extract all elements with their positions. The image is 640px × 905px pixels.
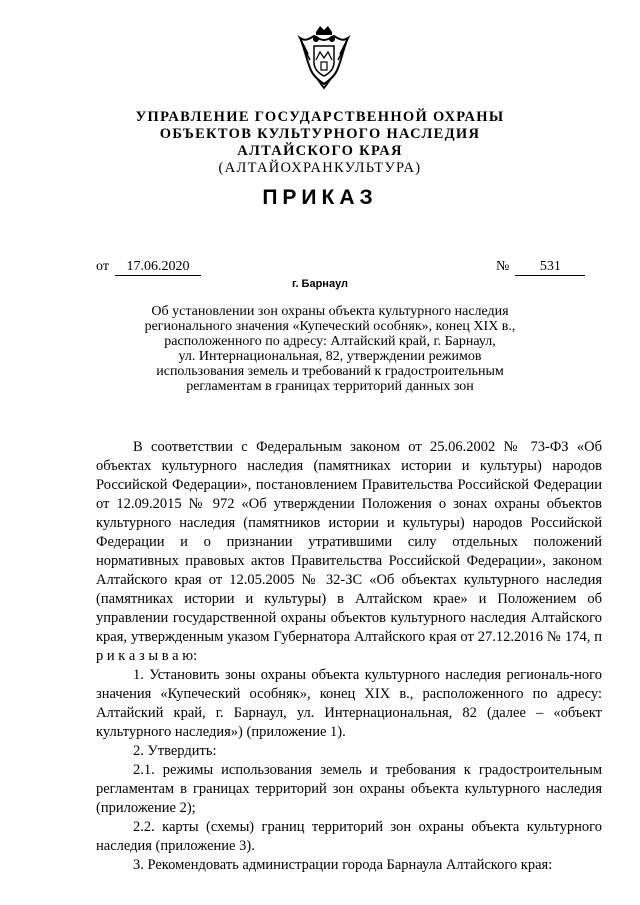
- document-number-line: [496, 259, 585, 276]
- agency-abbreviation: (АЛТАЙОХРАНКУЛЬТУРА): [218, 160, 422, 176]
- number-prefix: №: [496, 259, 510, 274]
- document-date: 17.06.2020: [115, 259, 201, 276]
- order-item-2-2: 2.2. карты (схемы) границ территорий зон охраны объекта культурного наследия (приложение 3).: [96, 819, 602, 854]
- preamble-paragraph: В соответствии с Федеральным законом от 25.06.2002 № 73-ФЗ «Об объектах культурного наследия (памятниках истории и культуры) народов Российской Федерации», постановлением Правительства Российской Федерации от 12.09.2015 № 972 «Об утверждении Положения о зонах охраны объектов культурного наследия (памятников истории и культуры) народов Российской Федерации и о признании утратившими силу отдельных положений нормативных правовых актов Правительства Российской Федерации», законом Алтайского края от 12.05.2005 № 32-ЗС «Об объектах культурного наследия (памятниках истории и культуры) в Алтайском крае» и Положением об управлении государственной охраны объектов культурного наследия Алтайского края, утвержденным указом Губернатора Алтайского края от 27.12.2016 № 174, п р и к а з ы в а ю:: [96, 439, 602, 664]
- order-item-2: 2. Утвердить:: [133, 743, 217, 759]
- document-date-line: [96, 259, 201, 276]
- coat-of-arms-emblem: [294, 24, 354, 90]
- altai-krai-coat-of-arms-icon: [294, 24, 354, 90]
- agency-name-line-3: АЛТАЙСКОГО КРАЯ: [237, 143, 403, 159]
- document-type-title: ПРИКАЗ: [262, 186, 378, 209]
- subject-line: расположенного по адресу: Алтайский край, г. Барнаул,: [164, 334, 496, 349]
- document-subject: [112, 304, 548, 394]
- order-item-1: 1. Установить зоны охраны объекта культурного наследия региональ-ного значения «Купеческий особняк», конец XIX в., расположенного по адресу: Алтайский край, г. Барнаул, ул. Интернациональная, 82 (далее – «объект культурного наследия») (приложение 1).: [96, 667, 602, 740]
- order-item-2-1: 2.1. режимы использования земель и требования к градостроительным регламентам в границах территорий зон охраны объекта культурного наследия (приложение 2);: [96, 762, 602, 816]
- date-prefix: от: [96, 259, 109, 274]
- order-item-3: 3. Рекомендовать администрации города Барнаула Алтайского края:: [133, 857, 553, 873]
- subject-line: ул. Интернациональная, 82, утверждении режимов: [178, 349, 482, 364]
- subject-line: Об установлении зон охраны объекта культурного наследия: [151, 304, 509, 319]
- document-number: 531: [515, 259, 585, 276]
- subject-line: регламентам в границах территорий данных зон: [186, 379, 474, 394]
- agency-name-line-2: ОБЪЕКТОВ КУЛЬТУРНОГО НАСЛЕДИЯ: [159, 126, 481, 142]
- document-body: [96, 438, 602, 875]
- subject-line: регионального значения «Купеческий особняк», конец XIX в.,: [144, 319, 516, 334]
- agency-name-line-1: УПРАВЛЕНИЕ ГОСУДАРСТВЕННОЙ ОХРАНЫ: [135, 109, 505, 125]
- subject-line: использования земель и требований к градостроительным: [156, 364, 504, 379]
- issue-city: г. Барнаул: [291, 278, 349, 290]
